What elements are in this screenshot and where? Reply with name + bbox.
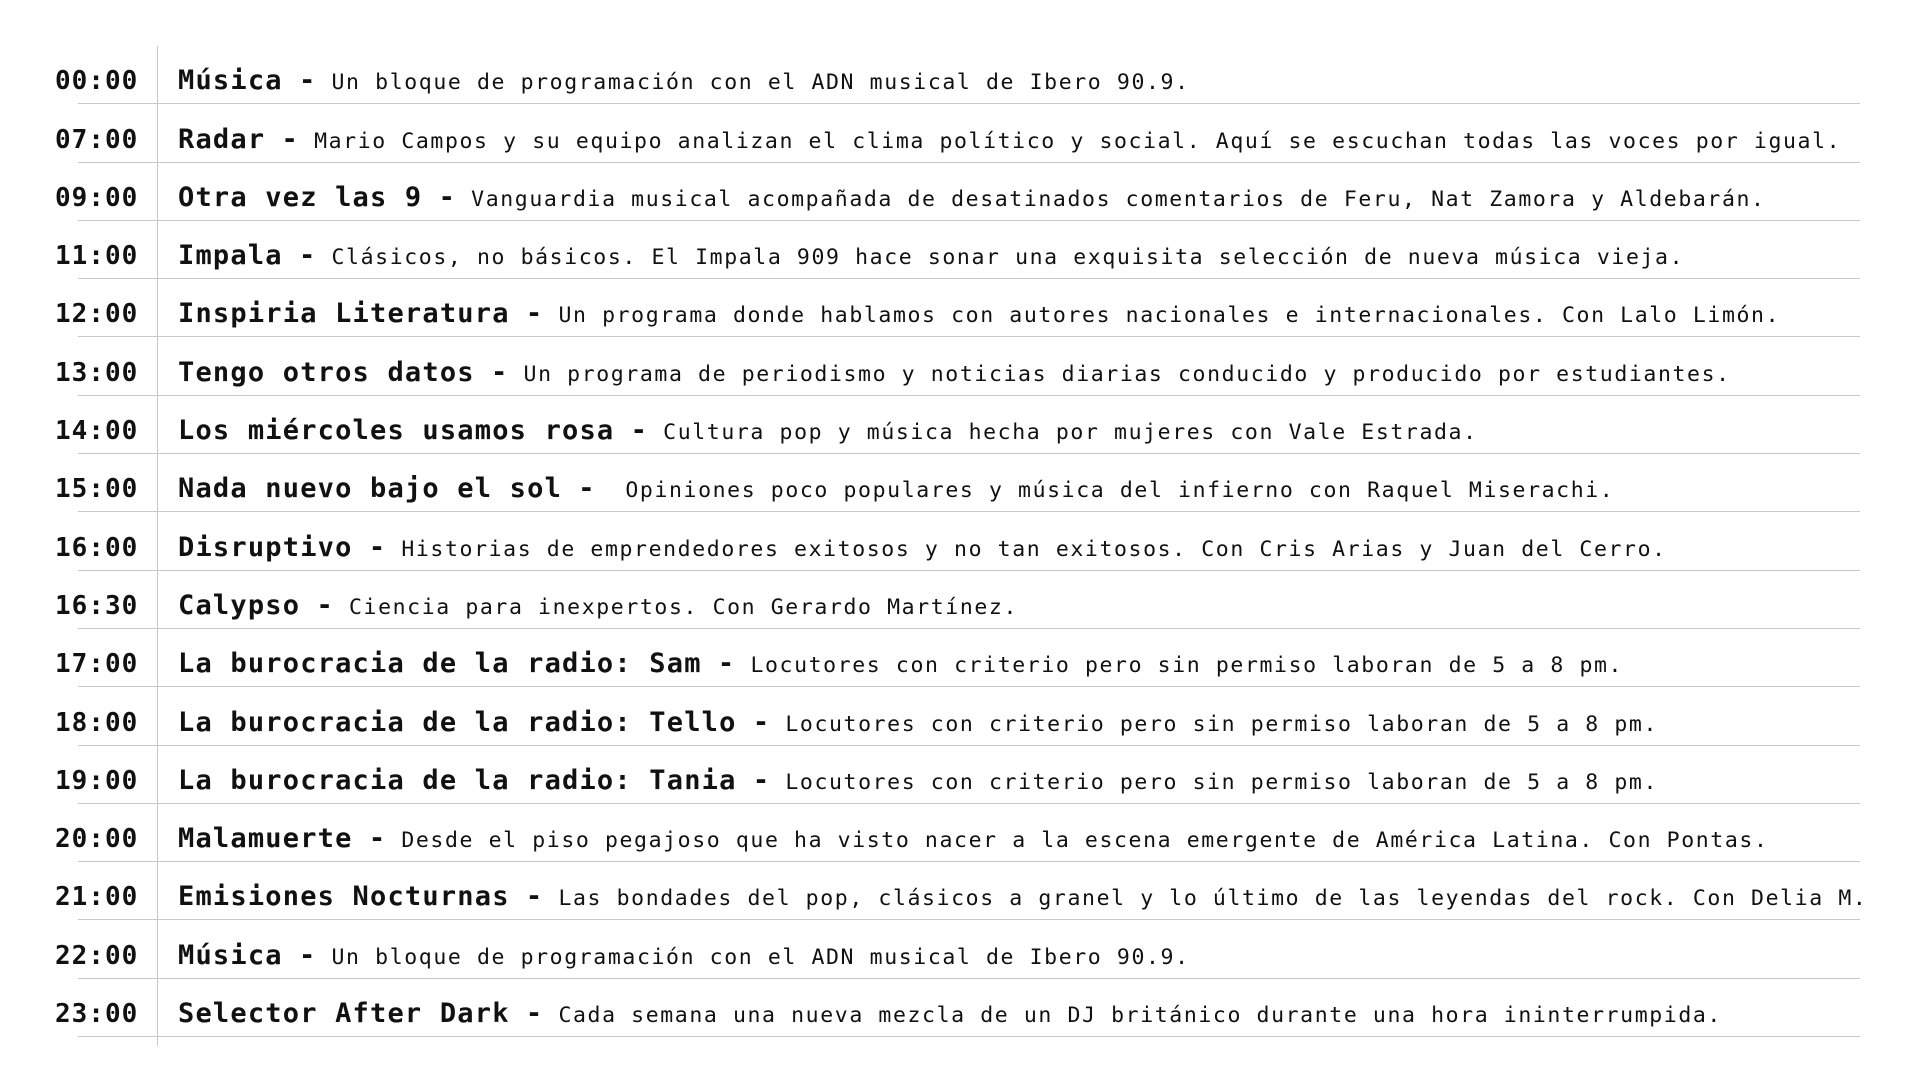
- name-separator: -: [509, 298, 559, 330]
- program-name: Otra vez las 9: [178, 181, 423, 213]
- time-slot: 16:00: [55, 532, 139, 563]
- program-description: Las bondades del pop, clásicos a granel y lo último de las leyendas del rock. Con Delia M.: [558, 886, 1868, 912]
- program-entry: [178, 298, 1781, 330]
- schedule-row: [0, 979, 1921, 1037]
- program-entry: [178, 415, 1478, 447]
- name-separator: -: [509, 998, 559, 1030]
- name-separator: -: [352, 823, 402, 855]
- schedule-row: [0, 337, 1921, 395]
- program-name: Nada nuevo bajo el sol: [178, 473, 563, 505]
- program-entry: [178, 823, 1769, 855]
- time-slot: 12:00: [55, 299, 139, 330]
- schedule-row: [0, 804, 1921, 862]
- program-description: Ciencia para inexpertos. Con Gerardo Martínez.: [348, 594, 1019, 620]
- time-slot: 19:00: [55, 765, 139, 796]
- time-slot: 16:30: [55, 590, 139, 621]
- name-separator: -: [562, 473, 611, 505]
- schedule-row: [0, 862, 1921, 920]
- program-name: Emisiones Nocturnas: [178, 881, 510, 913]
- time-slot: 22:00: [55, 940, 139, 971]
- name-separator: -: [282, 65, 332, 97]
- program-schedule: [0, 46, 1921, 1037]
- name-separator: -: [614, 415, 664, 447]
- name-separator: -: [509, 881, 559, 913]
- program-entry: [178, 531, 1667, 563]
- row-divider: [78, 1036, 1860, 1037]
- program-description: Cada semana una nueva mezcla de un DJ británico durante una hora ininterrumpida.: [558, 1003, 1722, 1029]
- time-slot: 13:00: [55, 357, 139, 388]
- schedule-row: [0, 396, 1921, 454]
- schedule-row: [0, 46, 1921, 104]
- program-description: Locutores con criterio pero sin permiso laboran de 5 a 8 pm.: [750, 653, 1624, 679]
- schedule-row: [0, 687, 1921, 745]
- schedule-row: [0, 163, 1921, 221]
- name-separator: -: [282, 240, 332, 272]
- name-separator: -: [352, 531, 402, 563]
- program-entry: [178, 881, 1868, 913]
- program-entry: [178, 65, 1190, 97]
- program-entry: [178, 356, 1731, 388]
- program-name: Radar: [178, 123, 266, 155]
- program-description: Un programa de periodismo y noticias diarias conducido y producido por estudiantes.: [523, 361, 1731, 387]
- program-entry: [178, 181, 1766, 213]
- time-slot: 07:00: [55, 124, 139, 155]
- name-separator: -: [474, 356, 524, 388]
- program-description: Opiniones poco populares y música del infierno con Raquel Miserachi.: [610, 478, 1615, 504]
- program-name: Inspiria Literatura: [178, 298, 510, 330]
- schedule-row: [0, 454, 1921, 512]
- program-name: Música: [178, 939, 283, 971]
- program-name: Impala: [178, 240, 283, 272]
- time-slot: 17:00: [55, 649, 139, 680]
- program-description: Vanguardia musical acompañada de desatinados comentarios de Feru, Nat Zamora y Aldebarán.: [471, 186, 1766, 212]
- name-separator: -: [736, 764, 786, 796]
- program-description: Cultura pop y música hecha por mujeres con Vale Estrada.: [663, 420, 1478, 446]
- program-description: Historias de emprendedores exitosos y no tan exitosos. Con Cris Arias y Juan del Cerro.: [401, 536, 1667, 562]
- program-description: Mario Campos y su equipo analizan el clima político y social. Aquí se escuchan todas las voces por igual.: [314, 128, 1842, 154]
- schedule-row: [0, 512, 1921, 570]
- program-entry: [178, 706, 1659, 738]
- schedule-rows: [0, 46, 1921, 1037]
- program-description: Locutores con criterio pero sin permiso laboran de 5 a 8 pm.: [785, 711, 1659, 737]
- time-slot: 21:00: [55, 882, 139, 913]
- program-description: Un bloque de programación con el ADN musical de Ibero 90.9.: [331, 70, 1190, 96]
- name-separator: -: [736, 706, 786, 738]
- name-separator: -: [282, 939, 332, 971]
- time-slot: 00:00: [55, 66, 139, 97]
- program-description: Locutores con criterio pero sin permiso laboran de 5 a 8 pm.: [785, 769, 1659, 795]
- program-description: Un bloque de programación con el ADN musical de Ibero 90.9.: [331, 944, 1190, 970]
- schedule-row: [0, 746, 1921, 804]
- program-entry: [178, 240, 1685, 272]
- time-slot: 20:00: [55, 824, 139, 855]
- program-name: Calypso: [178, 589, 301, 621]
- program-description: Un programa donde hablamos con autores nacionales e internacionales. Con Lalo Limón.: [558, 303, 1781, 329]
- schedule-row: [0, 920, 1921, 978]
- name-separator: -: [300, 589, 349, 621]
- program-name: Música: [178, 65, 283, 97]
- program-name: La burocracia de la radio: Tania: [178, 764, 737, 796]
- program-entry: [178, 648, 1624, 680]
- program-entry: [178, 998, 1722, 1030]
- time-slot: 14:00: [55, 416, 139, 447]
- schedule-row: [0, 571, 1921, 629]
- program-name: Selector After Dark: [178, 998, 510, 1030]
- time-slot: 18:00: [55, 707, 139, 738]
- program-description: Desde el piso pegajoso que ha visto nacer a la escena emergente de América Latina. Con Pontas.: [401, 828, 1769, 854]
- program-name: Disruptivo: [178, 531, 353, 563]
- program-name: La burocracia de la radio: Sam: [178, 648, 702, 680]
- program-description: Clásicos, no básicos. El Impala 909 hace sonar una exquisita selección de nueva música vieja.: [331, 245, 1685, 271]
- schedule-row: [0, 279, 1921, 337]
- program-entry: [178, 764, 1659, 796]
- program-entry: [178, 473, 1615, 505]
- program-entry: [178, 123, 1842, 155]
- program-entry: [178, 939, 1190, 971]
- name-separator: -: [701, 648, 751, 680]
- program-name: Tengo otros datos: [178, 356, 475, 388]
- schedule-row: [0, 221, 1921, 279]
- time-slot: 11:00: [55, 241, 139, 272]
- schedule-row: [0, 629, 1921, 687]
- program-name: La burocracia de la radio: Tello: [178, 706, 737, 738]
- name-separator: -: [265, 123, 315, 155]
- program-name: Los miércoles usamos rosa: [178, 415, 615, 447]
- program-entry: [178, 589, 1019, 621]
- schedule-row: [0, 104, 1921, 162]
- program-name: Malamuerte: [178, 823, 353, 855]
- time-slot: 15:00: [55, 474, 139, 505]
- name-separator: -: [422, 181, 472, 213]
- time-slot: 09:00: [55, 182, 139, 213]
- time-slot: 23:00: [55, 999, 139, 1030]
